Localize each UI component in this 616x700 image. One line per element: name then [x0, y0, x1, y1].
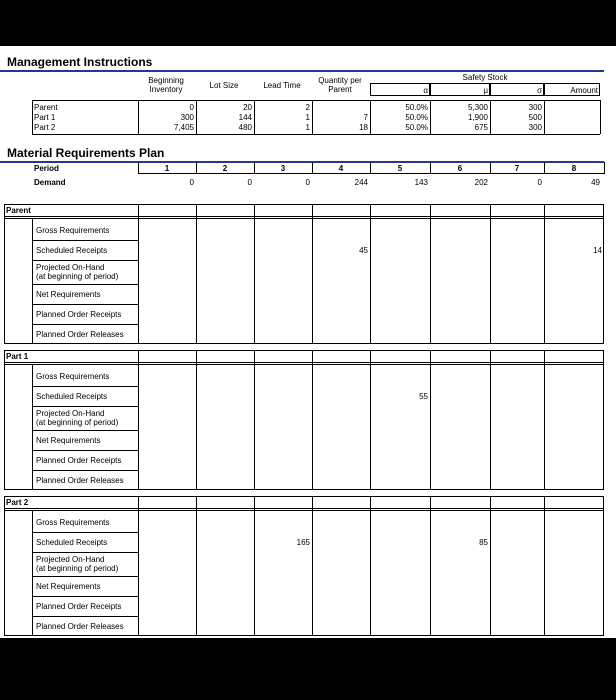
scheduled-receipt-value: 45 — [359, 246, 368, 255]
mgmt-sigma: 500 — [528, 113, 542, 122]
row-line — [32, 596, 138, 597]
mgmt-lot-size: 144 — [238, 113, 252, 122]
row-label-net: Net Requirements — [36, 436, 101, 445]
period-header: 3 — [280, 164, 286, 173]
mgmt-alpha: 50.0% — [405, 123, 428, 132]
mgmt-alpha: 50.0% — [405, 113, 428, 122]
block-name: Part 2 — [6, 498, 29, 507]
row-label-projected-on-hand: Projected On-Hand — [36, 555, 105, 564]
demand-value: 202 — [474, 178, 488, 187]
mgmt-lead-time: 1 — [305, 123, 310, 132]
management-instructions-title: Management Instructions — [7, 55, 153, 69]
mgmt-quantity-per-parent: 7 — [363, 113, 368, 122]
row-label-projected-on-hand: Projected On-Hand — [36, 263, 105, 272]
row-label-receipts: Planned Order Receipts — [36, 310, 122, 319]
period-column-line — [430, 350, 431, 490]
mgmt-col-line — [430, 100, 431, 134]
mgmt-col-line — [370, 100, 371, 134]
row-line — [32, 532, 138, 533]
spreadsheet — [0, 46, 616, 638]
period-column-line — [254, 350, 255, 490]
row-label-projected-note: (at beginning of period) — [36, 272, 119, 281]
row-label-receipts: Planned Order Receipts — [36, 456, 122, 465]
header-lot-size: Lot Size — [209, 81, 239, 90]
period-column-line — [490, 496, 491, 636]
header-lead-time: Lead Time — [263, 81, 301, 90]
row-line — [32, 304, 138, 305]
scheduled-receipt-value: 165 — [296, 538, 310, 547]
row-label-net: Net Requirements — [36, 582, 101, 591]
period-label: Period — [34, 164, 59, 173]
period-column-line — [138, 350, 139, 490]
block-name: Part 1 — [6, 352, 29, 361]
row-line — [32, 240, 138, 241]
period-column-line — [196, 204, 197, 344]
label-column-line — [32, 364, 33, 490]
block-header-line — [4, 362, 604, 363]
row-line — [32, 430, 138, 431]
period-column-line — [254, 204, 255, 344]
period-column-line — [490, 350, 491, 490]
block-header-line — [4, 364, 604, 365]
row-label-releases: Planned Order Releases — [36, 622, 124, 631]
period-column-line — [544, 496, 545, 636]
period-column-line — [430, 204, 431, 344]
block-name: Parent — [6, 206, 31, 215]
mgmt-beginning-inventory: 300 — [180, 113, 194, 122]
mgmt-col-line — [138, 100, 139, 134]
mgmt-left-line — [32, 100, 33, 134]
demand-value: 0 — [189, 178, 194, 187]
mgmt-lead-time: 1 — [305, 113, 310, 122]
block-header-line — [4, 510, 604, 511]
scheduled-receipt-value: 55 — [419, 392, 428, 401]
row-line — [32, 284, 138, 285]
mgmt-col-line — [312, 100, 313, 134]
row-label-receipts: Planned Order Receipts — [36, 602, 122, 611]
demand-value: 49 — [591, 178, 600, 187]
mgmt-mu: 675 — [474, 123, 488, 132]
mgmt-mu: 5,300 — [467, 103, 488, 112]
period-header: 7 — [514, 164, 520, 173]
mgmt-lot-size: 480 — [238, 123, 252, 132]
row-line — [32, 576, 138, 577]
demand-label: Demand — [34, 178, 66, 187]
period-column-line — [490, 204, 491, 344]
header-safety-stock: Safety Stock — [462, 73, 508, 82]
period-column-line — [196, 496, 197, 636]
mrp-title: Material Requirements Plan — [7, 146, 165, 160]
demand-value: 0 — [305, 178, 310, 187]
row-label-releases: Planned Order Releases — [36, 330, 124, 339]
demand-value: 244 — [354, 178, 368, 187]
scheduled-receipt-value: 14 — [593, 246, 602, 255]
period-header: 1 — [164, 164, 170, 173]
row-line — [32, 260, 138, 261]
block-header-line — [4, 218, 604, 219]
label-column-line — [32, 510, 33, 636]
demand-value: 0 — [247, 178, 252, 187]
label-column-line — [32, 218, 33, 344]
period-column-line — [312, 496, 313, 636]
period-column-line — [544, 204, 545, 344]
period-column-line — [544, 350, 545, 490]
title-underline — [0, 70, 604, 72]
row-label-gross: Gross Requirements — [36, 226, 110, 235]
row-line — [32, 406, 138, 407]
mgmt-col-line — [544, 100, 545, 134]
mgmt-row-bottom-line — [32, 134, 600, 135]
mgmt-row-name: Part 2 — [34, 123, 56, 132]
header-mu: μ — [483, 86, 488, 95]
period-header: 6 — [457, 164, 463, 173]
period-col-line — [604, 162, 605, 174]
period-column-line — [138, 204, 139, 344]
row-label-gross: Gross Requirements — [36, 518, 110, 527]
mgmt-sigma: 300 — [528, 123, 542, 132]
mrp-title-underline — [0, 161, 604, 163]
row-label-scheduled: Scheduled Receipts — [36, 392, 108, 401]
period-column-line — [254, 496, 255, 636]
mgmt-lot-size: 20 — [243, 103, 252, 112]
header-alpha: α — [423, 86, 428, 95]
mgmt-row-name: Parent — [34, 103, 58, 112]
mgmt-beginning-inventory: 7,405 — [173, 123, 194, 132]
mgmt-col-line — [490, 100, 491, 134]
row-label-projected-on-hand: Projected On-Hand — [36, 409, 105, 418]
header-amount: Amount — [570, 86, 598, 95]
mgmt-row-name: Part 1 — [34, 113, 56, 122]
row-line — [32, 386, 138, 387]
header-beginning-inventory: Beginning Inventory — [148, 76, 184, 94]
mgmt-col-line — [196, 100, 197, 134]
mgmt-sigma: 300 — [528, 103, 542, 112]
period-column-line — [196, 350, 197, 490]
period-header: 8 — [571, 164, 577, 173]
mgmt-right-line — [600, 100, 601, 134]
period-column-line — [430, 496, 431, 636]
period-header: 4 — [338, 164, 344, 173]
row-line — [32, 552, 138, 553]
mgmt-lead-time: 2 — [305, 103, 310, 112]
period-column-line — [370, 204, 371, 344]
period-column-line — [312, 204, 313, 344]
mgmt-quantity-per-parent: 18 — [359, 123, 368, 132]
header-sigma: σ — [537, 86, 542, 95]
row-label-scheduled: Scheduled Receipts — [36, 246, 108, 255]
period-column-line — [312, 350, 313, 490]
mgmt-alpha: 50.0% — [405, 103, 428, 112]
period-row-bottom-line — [138, 173, 604, 174]
row-label-projected-note: (at beginning of period) — [36, 418, 119, 427]
mgmt-col-line — [254, 100, 255, 134]
row-label-projected-note: (at beginning of period) — [36, 564, 119, 573]
scheduled-receipt-value: 85 — [479, 538, 488, 547]
row-line — [32, 450, 138, 451]
period-column-line — [370, 350, 371, 490]
demand-value: 0 — [537, 178, 542, 187]
row-line — [32, 616, 138, 617]
mgmt-mu: 1,900 — [467, 113, 488, 122]
row-label-scheduled: Scheduled Receipts — [36, 538, 108, 547]
period-column-line — [370, 496, 371, 636]
period-header: 2 — [222, 164, 228, 173]
row-label-gross: Gross Requirements — [36, 372, 110, 381]
block-header-line — [4, 508, 604, 509]
demand-value: 143 — [414, 178, 428, 187]
header-quantity-per-parent: Quantity per Parent — [318, 76, 362, 94]
period-header: 5 — [397, 164, 403, 173]
mgmt-row-top-line — [32, 100, 600, 101]
row-line — [32, 470, 138, 471]
row-label-releases: Planned Order Releases — [36, 476, 124, 485]
row-line — [32, 324, 138, 325]
block-header-line — [4, 216, 604, 217]
mgmt-beginning-inventory: 0 — [189, 103, 194, 112]
period-column-line — [138, 496, 139, 636]
row-label-net: Net Requirements — [36, 290, 101, 299]
